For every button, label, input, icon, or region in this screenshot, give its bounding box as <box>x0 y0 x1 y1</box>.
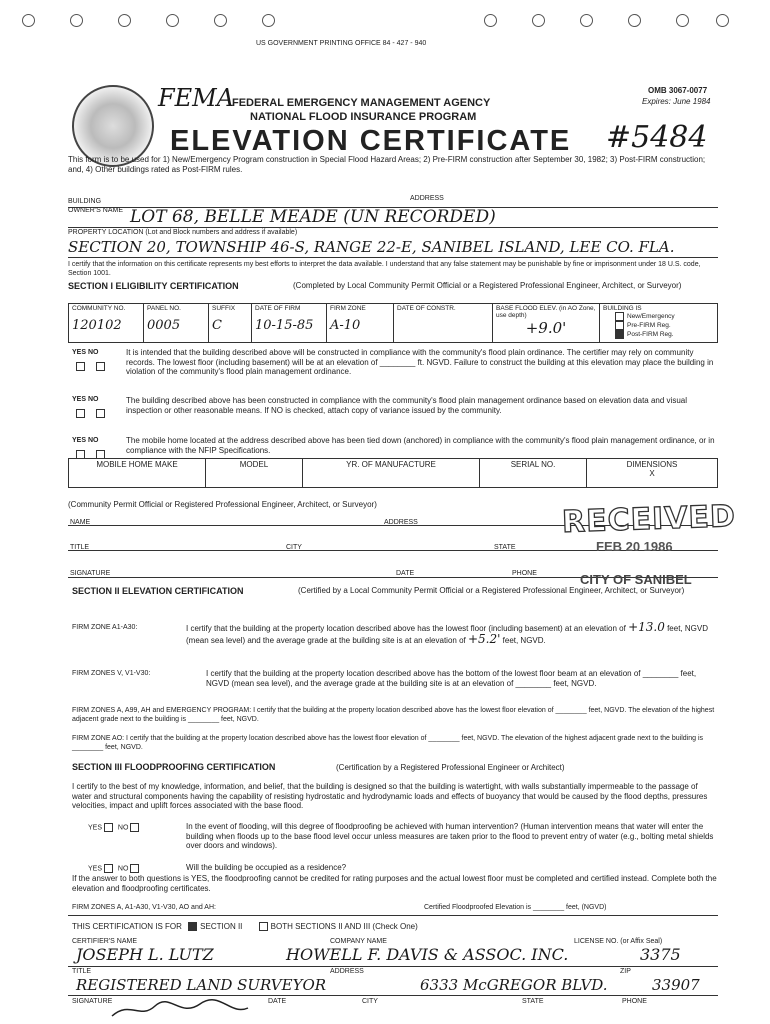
col-date-of-firm: DATE OF FIRM <box>255 305 301 312</box>
section1-title: SECTION I ELIGIBILITY CERTIFICATION <box>68 281 239 291</box>
zone-a-label: FIRM ZONE A1-A30: <box>72 624 138 631</box>
col-date-of-constr: DATE OF CONSTR. <box>397 305 456 312</box>
col-year: YR. OF MANUFACTURE <box>303 459 480 488</box>
section3-title: SECTION III FLOODPROOFING CERTIFICATION <box>72 762 276 772</box>
cert-date-label: DATE <box>268 998 287 1005</box>
stamp-date: FEB 20 1986 <box>596 539 673 554</box>
binder-hole-icon <box>532 14 545 27</box>
name-label: NAME <box>70 519 91 526</box>
binder-hole-icon <box>580 14 593 27</box>
checkbox[interactable] <box>615 312 624 321</box>
cert-address-value: 6333 McGREGOR BLVD. <box>420 976 608 994</box>
certifier-name-value: JOSEPH L. LUTZ <box>76 945 214 964</box>
owner-name-value: LOT 68, BELLE MEADE (UN RECORDED) <box>130 207 496 227</box>
city-label: CITY <box>286 544 302 551</box>
q3-text: The mobile home located at the address described above has been tied down (anchored) in compliance with the community's flood plain management ordinance, or in compliance with the NFIP Specifications. <box>126 436 715 455</box>
fema-handwritten: FEMA <box>158 84 235 112</box>
firm-table <box>68 303 718 343</box>
binder-hole-icon <box>214 14 227 27</box>
fp-certified-elev: Certified Floodproofed Elevation is ________ feet, (NGVD) <box>424 904 607 911</box>
q2-text: The building described above has been constructed in compliance with the community's flood plain management ordinance based on elevation data and visual inspection or other reasonable means. If NO is checked, attach copy of variance issued by the community. <box>126 396 687 415</box>
binder-hole-icon <box>70 14 83 27</box>
certificate-number: #5484 <box>606 120 708 155</box>
dimensions-x: X <box>649 469 655 478</box>
q1-text: It is intended that the building described above will be constructed in compliance with the community's flood plain ordinance. The certifier may rely on community records. The lowest floor (including basement) will be at an elevation of ________ ft. NGVD. Failure to construct the building at this elevation may place the building in violation of the community's flood plain management ordinance. <box>126 348 714 376</box>
page-title: ELEVATION CERTIFICATE <box>170 125 572 157</box>
binder-hole-icon <box>262 14 275 27</box>
lowest-floor-value: +13.0 <box>628 620 665 634</box>
binder-hole-icon <box>676 14 689 27</box>
option-post-firm: Post-FIRM Reg. <box>627 331 674 339</box>
cert-signature-label: SIGNATURE <box>72 998 113 1005</box>
cert-state-label: STATE <box>522 998 544 1005</box>
q1-no-checkbox[interactable] <box>96 362 105 371</box>
col-dimensions: DIMENSIONS <box>626 460 678 469</box>
col-community-no: COMMUNITY NO. <box>72 305 126 312</box>
fp-q1-text: In the event of flooding, will this degree of floodproofing be achieved with human intervention? (Human intervention means that water will enter the building when floods up to the base flood level occur unless measures are taken prior to the flood to prevent entry of water (e.g., bolting metal shields over doors and windows). <box>186 822 714 850</box>
zip-label: ZIP <box>620 968 631 975</box>
cert-title-value: REGISTERED LAND SURVEYOR <box>76 976 327 994</box>
official-label: (Community Permit Official or Registered Professional Engineer, Architect, or Surveyor) <box>68 500 377 509</box>
base-flood-elev-value: +9.0' <box>525 319 567 337</box>
section3-subtitle: (Certification by a Registered Professional Engineer or Architect) <box>336 763 565 772</box>
zone-v-text: I certify that the building at the property location described above has the bottom of the lowest floor beam at an elevation of ________ feet, NGVD (mean sea level), and the average grade at the building site is at an elevation of ________ feet, NGVD. <box>206 669 697 688</box>
owner-name-label: BUILDING OWNER'S NAME <box>68 198 124 214</box>
section2-only-checkbox[interactable] <box>188 922 197 931</box>
program-name: NATIONAL FLOOD INSURANCE PROGRAM <box>250 111 477 123</box>
signature-label: SIGNATURE <box>70 570 111 577</box>
col-serial: SERIAL NO. <box>480 459 587 488</box>
fp-q1-yes-checkbox[interactable] <box>104 823 113 832</box>
zone-a-text: I certify that the building at the property location described above has the lowest floor (including basement) at an elevation of +13.0 feet, NGVD (mean sea level) and the average grade at the building site is at an elevation of +5.2' feet, NGVD. <box>186 620 708 646</box>
stamp-city: CITY OF SANIBEL <box>580 572 692 587</box>
fp-q2-text: Will the building be occupied as a residence? <box>186 863 347 872</box>
license-value: 3375 <box>640 945 681 964</box>
mobile-home-table <box>68 458 718 488</box>
col-model: MODEL <box>206 459 303 488</box>
title-label: TITLE <box>70 544 90 551</box>
certify-statement: I certify that the information on this certificate represents my best efforts to interpret the data available. I understand that any false statement may be punishable by fine or imprisonment under 18 U.S. code, Section 1001. <box>68 261 701 277</box>
section3-text: I certify to the best of my knowledge, information, and belief, that the building is designed so that the building is watertight, with walls substantially impermeable to the passage of water and structural components having the capability of resisting hydrostatic and hydrodynamic loads and effects of buoyancy that would be caused by the flood depths, pressures velocities, impact and uplift forces associated with the base flood. <box>72 782 708 810</box>
suffix-value: C <box>212 318 222 333</box>
binder-hole-icon <box>628 14 641 27</box>
checkbox-checked[interactable] <box>615 330 624 339</box>
community-no-value: 120102 <box>72 318 122 333</box>
q1-yes-checkbox[interactable] <box>76 362 85 371</box>
omb-number: OMB 3067-0077 <box>648 86 708 95</box>
address-label: ADDRESS <box>384 519 418 526</box>
fp-zones-label: FIRM ZONES A, A1-A30, V1-V30, AO and AH: <box>72 904 216 911</box>
section1-subtitle: (Completed by Local Community Permit Official or a Registered Professional Engineer, Architect, or Surveyor) <box>293 281 682 290</box>
binder-hole-icon <box>118 14 131 27</box>
binder-hole-icon <box>22 14 35 27</box>
property-location-label: PROPERTY LOCATION (Lot and Block numbers and address if available) <box>68 229 298 236</box>
binder-hole-icon <box>716 14 729 27</box>
fp-q1-no-checkbox[interactable] <box>130 823 139 832</box>
cert-city-label: CITY <box>362 998 378 1005</box>
signature-scribble <box>110 998 250 1022</box>
company-name-label: COMPANY NAME <box>330 938 387 945</box>
both-sections-checkbox[interactable] <box>259 922 268 931</box>
printer-line: US GOVERNMENT PRINTING OFFICE 84 - 427 - 940 <box>256 40 427 47</box>
firm-zone-value: A-10 <box>330 318 361 333</box>
col-suffix: SUFFIX <box>212 305 236 312</box>
q3-yes-label: YES NO <box>72 437 99 444</box>
q2-yes-checkbox[interactable] <box>76 409 85 418</box>
grade-value: +5.2' <box>467 632 501 646</box>
checkbox[interactable] <box>615 321 624 330</box>
for-label: THIS CERTIFICATION IS FOR <box>72 922 182 931</box>
zone-v-label: FIRM ZONES V, V1-V30: <box>72 670 151 677</box>
option-pre-firm: Pre-FIRM Reg. <box>627 322 671 330</box>
fp-q2-no-checkbox[interactable] <box>130 864 139 873</box>
col-base-flood-elev: BASE FLOOD ELEV. (in AO Zone, use depth) <box>496 305 596 319</box>
binder-hole-icon <box>166 14 179 27</box>
zip-value: 33907 <box>652 976 700 994</box>
property-location-value: SECTION 20, TOWNSHIP 46-S, RANGE 22-E, SANIBEL ISLAND, LEE CO. FLA. <box>68 238 675 256</box>
agency-name: FEDERAL EMERGENCY MANAGEMENT AGENCY <box>232 97 491 109</box>
option-section2: SECTION II <box>200 922 243 931</box>
cert-address-label: ADDRESS <box>330 968 364 975</box>
q1-yes-label: YES NO <box>72 349 99 356</box>
company-name-value: HOWELL F. DAVIS & ASSOC. INC. <box>286 945 569 964</box>
q2-no-checkbox[interactable] <box>96 409 105 418</box>
col-building-is: BUILDING IS <box>603 305 642 312</box>
option-both-sections: BOTH SECTIONS II AND III (Check One) <box>270 922 418 931</box>
owner-address-label: ADDRESS <box>410 195 444 202</box>
date-label: DATE <box>396 570 415 577</box>
col-panel-no: PANEL NO. <box>147 305 181 312</box>
date-of-firm-value: 10-15-85 <box>255 318 314 333</box>
binder-hole-icon <box>484 14 497 27</box>
option-new-emergency: New/Emergency <box>627 313 675 321</box>
fp-note: If the answer to both questions is YES, the floodproofing cannot be credited for rating purposes and the actual lowest floor must be completed and certified instead. Complete both the elevation and floodproofing certificates. <box>72 874 717 893</box>
col-mobile-home-make: MOBILE HOME MAKE <box>69 459 206 488</box>
panel-no-value: 0005 <box>147 318 181 333</box>
state-label: STATE <box>494 544 516 551</box>
zone-ao-text: FIRM ZONE AO: I certify that the building at the property location described above has the lowest floor elevation of ________ feet, NGVD. The elevation of the highest adjacent grade next to the building is ________ feet, NGVD. <box>72 735 704 751</box>
fp-q2-yes-checkbox[interactable] <box>104 864 113 873</box>
section2-subtitle: (Certified by a Local Community Permit Official or a Registered Professional Engineer, Architect, or Surveyor) <box>298 586 685 595</box>
intro-text: This form is to be used for 1) New/Emergency Program construction in Special Flood Hazard Areas; 2) Pre-FIRM construction after September 30, 1982; 3) Post-FIRM construction; and, 4) Other buildings rated as Post-FIRM rules. <box>68 155 706 174</box>
cert-title-label: TITLE <box>72 968 92 975</box>
certifier-name-label: CERTIFIER'S NAME <box>72 938 137 945</box>
section2-title: SECTION II ELEVATION CERTIFICATION <box>72 586 244 596</box>
zone-a99-text: FIRM ZONES A, A99, AH and EMERGENCY PROGRAM: I certify that the building at the property location described above has the lowest floor elevation of ________ feet, NGVD. The elevation of the highest adjacent grade next to the building is ________ feet, NGVD. <box>72 707 715 723</box>
license-label: LICENSE NO. (or Affix Seal) <box>574 938 663 945</box>
q2-yes-label: YES NO <box>72 396 99 403</box>
cert-phone-label: PHONE <box>622 998 647 1005</box>
received-stamp: RECEIVED <box>561 498 737 541</box>
col-firm-zone: FIRM ZONE <box>330 305 366 312</box>
phone-label: PHONE <box>512 570 537 577</box>
expiration: Expires: June 1984 <box>642 97 711 106</box>
